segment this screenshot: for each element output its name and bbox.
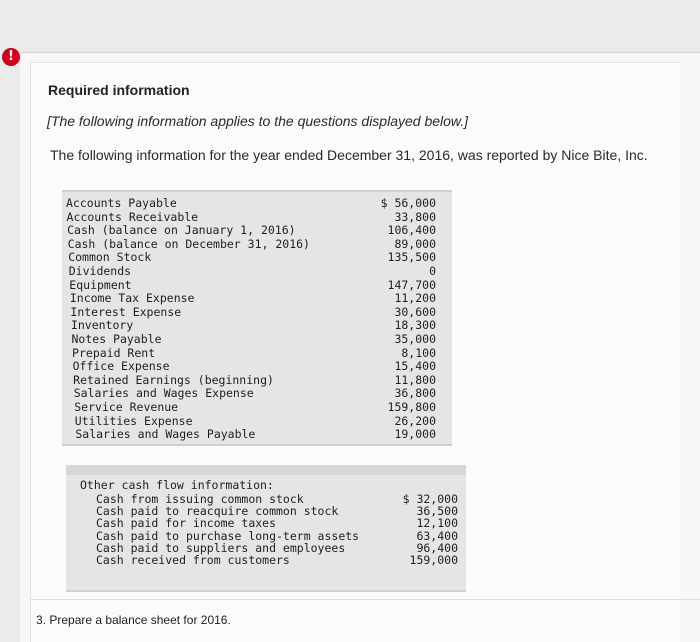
cash-flow-label: Cash paid to suppliers and employees xyxy=(96,540,346,555)
account-label: Accounts Receivable xyxy=(66,209,199,224)
divider xyxy=(30,599,700,600)
account-label: Retained Earnings (beginning) xyxy=(73,372,274,387)
info-note: [The following information applies to the questions displayed below.] xyxy=(47,113,469,129)
account-label: Service Revenue xyxy=(74,400,179,414)
account-label: Equipment xyxy=(69,277,132,292)
cash-flow-label: Cash paid to reacquire common stock xyxy=(96,504,339,519)
account-value: 11,800 xyxy=(394,372,436,387)
account-value: 89,000 xyxy=(394,236,436,251)
account-label: Prepaid Rent xyxy=(72,345,156,360)
account-value: 26,200 xyxy=(394,413,436,428)
cash-flow-heading: Other cash flow information: xyxy=(80,478,274,492)
cash-flow-value: 12,100 xyxy=(416,516,458,531)
account-label: Dividends xyxy=(68,264,132,278)
account-label: Cash (balance on January 1, 2016) xyxy=(67,223,296,238)
account-value: 15,400 xyxy=(394,359,436,374)
cash-flow-label: Cash paid to purchase long-term assets xyxy=(96,528,360,543)
account-value: 106,400 xyxy=(387,223,436,238)
account-value: 19,000 xyxy=(394,427,436,442)
cash-flow-value: $ 32,000 xyxy=(402,492,458,506)
account-label: Inventory xyxy=(70,318,134,333)
account-value: 0 xyxy=(429,264,436,278)
account-value: 147,700 xyxy=(387,277,436,292)
account-label: Accounts Payable xyxy=(66,196,177,210)
account-value: 11,200 xyxy=(394,291,436,306)
cash-flow-table xyxy=(66,465,466,592)
account-label: Interest Expense xyxy=(70,304,182,319)
cash-flow-value: 159,000 xyxy=(409,553,458,567)
alert-icon: ! xyxy=(2,48,20,66)
accounts-table xyxy=(62,190,452,446)
cash-flow-value: 96,400 xyxy=(416,540,458,555)
account-value: 35,000 xyxy=(394,332,436,346)
account-label: Office Expense xyxy=(72,359,170,374)
account-label: Utilities Expense xyxy=(74,413,193,428)
account-label: Notes Payable xyxy=(71,332,162,346)
account-value: 33,800 xyxy=(394,209,436,224)
account-label: Income Tax Expense xyxy=(69,291,195,306)
account-value: 159,800 xyxy=(387,400,436,414)
cash-flow-label: Cash from issuing common stock xyxy=(96,492,304,506)
cash-flow-label: Cash received from customers xyxy=(96,553,290,567)
cash-flow-label: Cash paid for income taxes xyxy=(96,516,277,531)
account-value: 18,300 xyxy=(394,318,436,333)
account-value: 30,600 xyxy=(394,304,436,319)
account-value: 8,100 xyxy=(401,345,436,360)
intro-text: The following information for the year ended December 31, 2016, was reported by Nice Bite, Inc. xyxy=(50,147,648,163)
question-3: 3. Prepare a balance sheet for 2016. xyxy=(36,613,231,627)
account-value: 36,800 xyxy=(394,386,436,401)
required-information-title: Required information xyxy=(48,82,190,98)
account-label: Salaries and Wages Payable xyxy=(75,427,256,442)
cash-flow-value: 63,400 xyxy=(416,528,458,543)
account-label: Cash (balance on December 31, 2016) xyxy=(67,236,310,251)
cash-flow-value: 36,500 xyxy=(416,504,458,519)
account-label: Common Stock xyxy=(68,250,152,265)
account-value: 135,500 xyxy=(387,250,436,265)
account-label: Salaries and Wages Expense xyxy=(73,386,254,401)
account-value: $ 56,000 xyxy=(380,196,436,210)
